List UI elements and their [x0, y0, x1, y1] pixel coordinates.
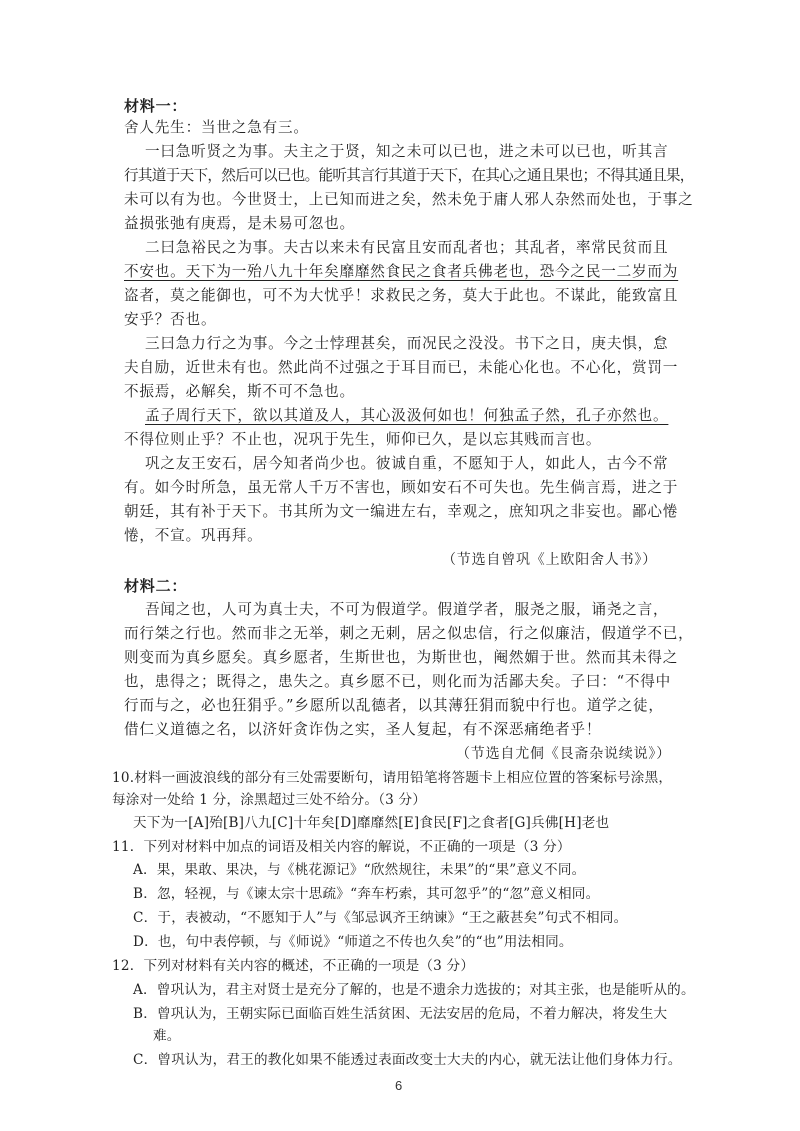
text-line: 而行桀之行也。然而非之无举，刺之无刺，居之似忠信，行之似廉洁，假道学不已，: [124, 625, 694, 642]
text-line: 行而与之，必也狂狷乎。”乡愿所以乱德者，以其薄狂狷而貌中行也。道学之徒，: [124, 697, 664, 714]
page-number: 6: [395, 1078, 403, 1093]
text-line: 二曰急裕民之为事。夫古以来未有民富且安而乱者也；其乱者，率常民贫而且: [145, 239, 669, 256]
text-line: 巩之友王安石，居今知者尚少也。彼诚自重，不愿知于人，如此人，古今不常: [145, 455, 669, 472]
text-line: 不振焉，必解矣，斯不可不急也。: [124, 383, 355, 400]
question-11-option-a: A．果，果敢、果决，与《桃花源记》“欣然规往，未果”的“果”意义不同。: [133, 862, 586, 878]
material-one-source: （节选自曾巩《上欧阳舍人书》）: [442, 552, 657, 568]
text-line: 有。如今时所急，虽无常人千万不害也，顾如安石不可失也。先生倘言焉，进之于: [124, 479, 679, 496]
text-line: 也，患得之；既得之，患失之。真乡愿不已，则化而为活鄙夫矣。子曰：“不得中: [124, 673, 672, 690]
question-10-scoring: 每涂对一处给 1 分，涂黑超过三处不给分。（3 分）: [112, 792, 427, 808]
text-line: 一曰急听贤之为事。夫主之于贤，知之未可以已也，进之未可以已也，听其言: [145, 143, 669, 160]
text-line: 惓，不宣。巩再拜。: [124, 527, 263, 544]
material-two-heading: 材料二：: [124, 577, 188, 595]
material-two-source: （节选自尤侗《艮斋杂说续说》）: [456, 746, 671, 762]
text-line: 吾闻之也，人可为真士夫，不可为假道学。假道学者，服尧之服，诵尧之言，: [145, 601, 669, 618]
text-line: 未可以有为也。今世贤士，上已知而进之矣，然未免于庸人邪人杂然而处也，于事之: [124, 191, 694, 208]
question-10-prompt: 10.材料一画波浪线的部分有三处需要断句，请用铅笔将答题卡上相应位置的答案标号涂黑，: [112, 770, 673, 786]
text-line: 益损张弛有庚焉，是未易可忽也。: [124, 215, 355, 232]
text-line: 夫自励，近世未有也。然此尚不过强之于耳目而已，未能心化也。不心化，赏罚一: [124, 359, 679, 376]
question-11-option-b: B．忽，轻视，与《谏太宗十思疏》“奔车朽索，其可忽乎”的“忽”意义相同。: [133, 886, 600, 902]
text-line: 借仁义道德之名，以济奸贪诈伪之实，圣人复起，有不深恶痛绝者乎！: [124, 721, 602, 738]
question-11-option-d: D．也，句中表停顿，与《师说》“师道之不传也久矣”的“也”用法相同。: [133, 934, 573, 950]
text-line: 三曰急力行之为事。今之士悖理甚矣，而况民之没没。书下之日，庚夫惧，怠: [145, 335, 669, 352]
question-12-option-b-cont: 难。: [153, 1028, 181, 1044]
question-12-option-b: B．曾巩认为，王朝实际已面临百姓生活贫困、无法安居的危局，不着力解决，将发生大: [133, 1006, 668, 1022]
question-11-prompt: 11．下列对材料中加点的词语及相关内容的解说，不正确的一项是（3 分）: [112, 839, 571, 855]
question-12-option-a: A．曾巩认为，君主对贤士是充分了解的，也是不遗余力选拔的；对其主张，也是能听从的。: [133, 982, 695, 998]
question-10-sentence: 天下为一[A]殆[B]八九[C]十年矣[D]靡靡然[E]食民[F]之食者[G]兵佛[H]老也: [133, 815, 610, 831]
question-12-prompt: 12．下列对材料有关内容的概述，不正确的一项是（3 分）: [112, 958, 475, 974]
question-11-option-c: C．于，表被动，“不愿知于人”与《邹忌讽齐王纳谏》“王之蔽甚矣”句式不相同。: [133, 910, 628, 926]
wavy-underlined-line: 不安也。天下为一殆八九十年矣靡靡然食民之食者兵佛老也，恐今之民一二岁而为: [124, 263, 679, 280]
text-line: 行其道于天下，然后可以已也。能听其言行其道于天下，在其心之通且果也；不得其通且果，: [124, 167, 694, 184]
text-line: 安乎？否也。: [124, 311, 217, 328]
question-12-option-c: C．曾巩认为，君王的教化如果不能透过表面改变士大夫的内心，就无法让他们身体力行。: [133, 1052, 682, 1068]
text-line: 则变而为真乡愿矣。真乡愿者，生斯世也，为斯世也，阉然媚于世。然而其未得之: [124, 649, 679, 666]
text-line: 盗者，莫之能御也，可不为大忧乎！求救民之务，莫大于此也。不谋此，能致富且: [124, 287, 679, 304]
material-one-heading: 材料一：: [124, 97, 188, 115]
underlined-line: 孟子周行天下，欲以其道及人，其心汲汲何如也！何独孟子然，孔子亦然也。: [145, 407, 669, 424]
text-line: 舍人先生：当世之急有三。: [124, 119, 309, 136]
text-line: 朝廷，其有补于天下。书其所为文一编进左右，幸观之，庶知巩之非妄也。鄙心惓: [124, 503, 679, 520]
text-line: 不得位则止乎？不止也，况巩于先生，师仰已久，是以忘其贱而言也。: [124, 431, 602, 448]
